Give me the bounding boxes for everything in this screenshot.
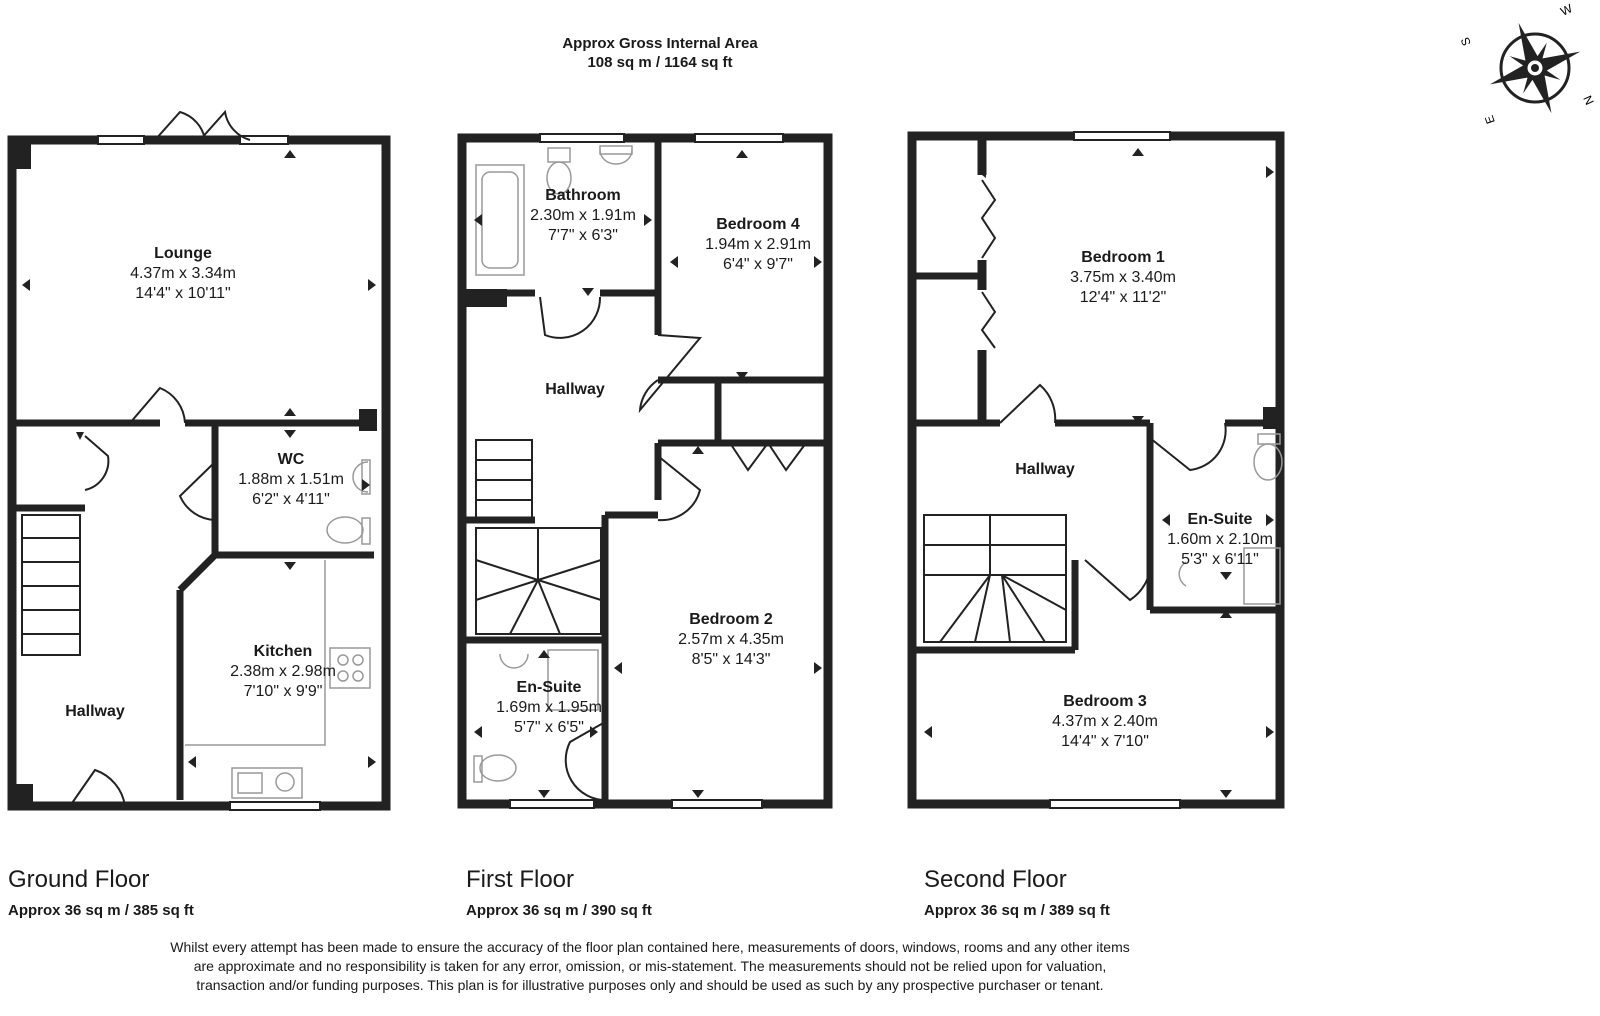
- room-metric: 4.37m x 2.40m: [1052, 713, 1158, 730]
- room-name: Bedroom 3: [1063, 693, 1147, 710]
- room-metric: 1.88m x 1.51m: [238, 471, 344, 488]
- room-metric: 2.38m x 2.98m: [230, 663, 336, 680]
- first-stairs: [476, 440, 601, 634]
- room-name: Bedroom 1: [1081, 249, 1165, 266]
- room-bedroom-1: [1048, 248, 1198, 308]
- floor-area: Approx 36 sq m / 390 sq ft: [466, 902, 652, 919]
- room-name: Bathroom: [545, 187, 621, 204]
- room-name: Lounge: [154, 245, 212, 262]
- room-second-hallway: [990, 460, 1100, 480]
- second-stairs: [924, 515, 1066, 642]
- room-metric: 1.60m x 2.10m: [1167, 531, 1273, 548]
- compass-e: E: [1481, 113, 1498, 126]
- room-wc: [226, 450, 356, 510]
- floor-area: Approx 36 sq m / 389 sq ft: [924, 902, 1110, 919]
- gia-title: Approx Gross Internal Area: [562, 35, 758, 52]
- room-bathroom: [508, 186, 658, 246]
- floor-ground: [8, 866, 194, 919]
- room-name: En-Suite: [516, 679, 582, 696]
- floor-first: [466, 866, 652, 919]
- floor-title: Ground Floor: [8, 866, 150, 893]
- disclaimer-text: Whilst every attempt has been made to ensure the accuracy of the floor plan contained here, measurements of doors, windows, rooms and any other items are approximate and no responsibility is taken for any error, omission, or mis-statement. The measurements should not be relied upon for valuation, transaction and/or funding purposes. This plan is for illustrative purposes only and should be used as such by any prospective purchaser or tenant.: [170, 939, 1130, 993]
- room-metric: 1.69m x 1.95m: [496, 699, 602, 716]
- room-first-hallway: [520, 380, 630, 400]
- floor-title: Second Floor: [924, 866, 1067, 893]
- room-name: Bedroom 4: [716, 216, 800, 233]
- room-imperial: 7'10" x 9'9": [243, 683, 323, 700]
- room-name: WC: [277, 451, 305, 468]
- room-bedroom-2: [656, 610, 806, 670]
- room-bedroom-3: [1030, 692, 1180, 752]
- room-imperial: 14'4" x 7'10": [1061, 733, 1149, 750]
- floor-second: [924, 866, 1110, 919]
- room-kitchen: [208, 642, 358, 702]
- room-metric: 3.75m x 3.40m: [1070, 269, 1176, 286]
- compass-w: W: [1558, 1, 1575, 19]
- compass-n: N: [1580, 93, 1597, 108]
- compass-s: S: [1457, 35, 1474, 48]
- room-ground-hallway: [40, 702, 150, 722]
- room-name: Hallway: [1015, 461, 1075, 478]
- room-imperial: 5'3" x 6'11": [1181, 551, 1259, 568]
- room-imperial: 7'7" x 6'3": [548, 227, 618, 244]
- room-name: Kitchen: [253, 643, 313, 660]
- room-metric: 2.57m x 4.35m: [678, 631, 784, 648]
- room-name: Hallway: [545, 381, 605, 398]
- room-metric: 4.37m x 3.34m: [130, 265, 236, 282]
- room-name: Bedroom 2: [689, 611, 773, 628]
- room-imperial: 12'4" x 11'2": [1079, 289, 1167, 306]
- ground-stairs: [22, 515, 80, 655]
- compass-icon: [1458, 1, 1597, 126]
- gia-value: 108 sq m / 1164 sq ft: [587, 54, 733, 71]
- room-imperial: 8'5" x 14'3": [691, 651, 771, 668]
- floor-title: First Floor: [466, 866, 574, 893]
- room-imperial: 5'7" x 6'5": [514, 719, 584, 736]
- room-name: Hallway: [65, 703, 125, 720]
- floor-area: Approx 36 sq m / 385 sq ft: [8, 902, 194, 919]
- room-metric: 2.30m x 1.91m: [530, 207, 636, 224]
- room-second-ensuite: [1160, 510, 1280, 570]
- room-imperial: 6'2" x 4'11": [252, 491, 330, 508]
- room-metric: 1.94m x 2.91m: [705, 236, 811, 253]
- room-imperial: 14'4" x 10'11": [135, 285, 231, 302]
- room-name: En-Suite: [1187, 511, 1253, 528]
- room-bedroom-4: [683, 215, 833, 275]
- room-first-ensuite: [474, 678, 624, 738]
- room-lounge: [108, 244, 258, 304]
- room-imperial: 6'4" x 9'7": [723, 256, 793, 273]
